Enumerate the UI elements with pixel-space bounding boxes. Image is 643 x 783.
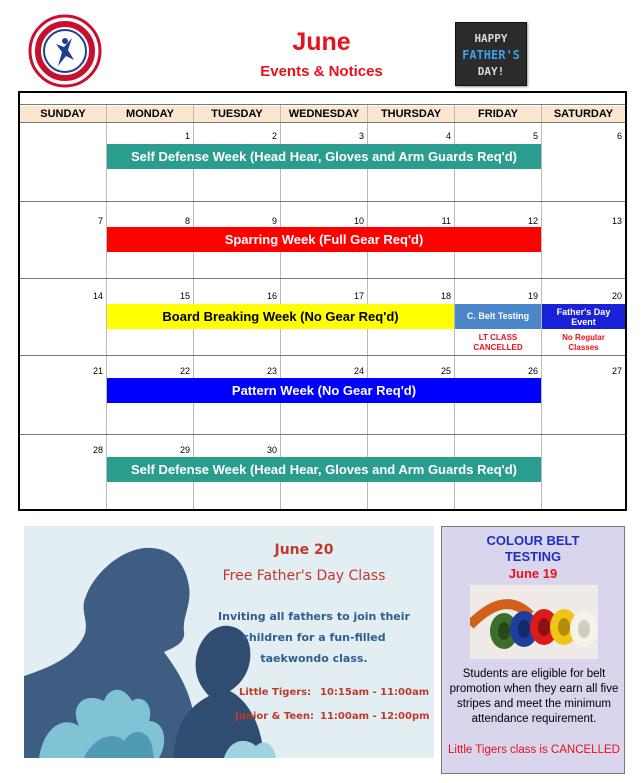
- day-header-tuesday: TUESDAY: [194, 106, 280, 122]
- day-number: 16: [266, 291, 277, 301]
- day-number: 30: [266, 445, 277, 455]
- day-number: 28: [92, 445, 103, 455]
- day-number: 6: [616, 131, 622, 141]
- note-line-1: No Regular: [562, 333, 605, 342]
- page-subtitle: Events & Notices: [260, 63, 383, 80]
- day-number: 26: [527, 366, 538, 376]
- day-number: 29: [179, 445, 190, 455]
- grid-line: [20, 434, 625, 435]
- promo-body: [199, 606, 429, 669]
- schedule-time-junior-teen: 11:00am - 12:00pm: [320, 711, 430, 722]
- day-number: 8: [184, 216, 190, 226]
- promo-body-line: taekwondo class.: [260, 652, 368, 665]
- event-pattern-week: Pattern Week (No Gear Req'd): [107, 378, 541, 403]
- grid-line: [20, 278, 625, 279]
- day-number: 3: [358, 131, 364, 141]
- belt-panel-cancel-note: Little Tigers class is CANCELLED: [448, 744, 620, 756]
- day-number: 22: [179, 366, 190, 376]
- grid-line: [20, 201, 625, 202]
- fathers-day-line-1: Father's Day: [556, 307, 611, 317]
- day-number: 13: [611, 216, 622, 226]
- day-header-saturday: SATURDAY: [542, 106, 625, 122]
- schedule-label-little-tigers: Little Tigers:: [239, 687, 312, 698]
- day-number: 23: [266, 366, 277, 376]
- day-number: 9: [271, 216, 277, 226]
- event-fathers-day: [542, 304, 625, 329]
- event-belt-testing: C. Belt Testing: [455, 304, 541, 329]
- day-number: 24: [353, 366, 364, 376]
- promo-date: June 20: [274, 542, 334, 558]
- note-line-2: CANCELLED: [473, 343, 523, 352]
- fathers-day-class-promo: [24, 526, 434, 758]
- day-number: 1: [184, 131, 190, 141]
- badge-line-3: DAY!: [477, 65, 505, 78]
- belt-panel-title-1: COLOUR BELT: [486, 533, 580, 548]
- schedule-label-junior-teen: Junior & Teen:: [235, 711, 315, 722]
- calendar-top-strip: [20, 93, 625, 105]
- day-number: 20: [611, 291, 622, 301]
- no-regular-classes-note: [542, 333, 625, 353]
- day-number: 17: [353, 291, 364, 301]
- day-number: 10: [353, 216, 364, 226]
- day-number: 18: [440, 291, 451, 301]
- day-number: 19: [527, 291, 538, 301]
- day-number: 25: [440, 366, 451, 376]
- lt-class-cancelled-note: [455, 333, 541, 353]
- day-header-sunday: SUNDAY: [20, 106, 106, 122]
- day-header-thursday: THURSDAY: [368, 106, 454, 122]
- promo-body-line: Inviting all fathers to join their: [218, 610, 410, 623]
- page-title: June: [292, 28, 351, 56]
- grid-line: [20, 355, 625, 356]
- belt-panel-body: Students are eligible for belt promotion when they earn all five stripes and meet the minimum attendance requirement.: [449, 668, 619, 725]
- day-number: 14: [92, 291, 103, 301]
- belt-panel-date: June 19: [508, 566, 558, 581]
- event-sparring-week: Sparring Week (Full Gear Req'd): [107, 227, 541, 252]
- day-number: 12: [527, 216, 538, 226]
- belt-panel-title-2: TESTING: [504, 549, 562, 564]
- day-number: 7: [97, 216, 103, 226]
- fathers-day-badge: [455, 22, 527, 86]
- day-number: 11: [441, 216, 451, 226]
- event-self-defense-week-2: Self Defense Week (Head Hear, Gloves and Arm Guards Req'd): [107, 457, 541, 482]
- note-line-1: LT CLASS: [478, 333, 518, 342]
- schedule-time-little-tigers: 10:15am - 11:00am: [320, 687, 430, 698]
- event-self-defense-week: Self Defense Week (Head Hear, Gloves and Arm Guards Req'd): [107, 144, 541, 169]
- day-number: 27: [611, 366, 622, 376]
- day-header-friday: FRIDAY: [455, 106, 541, 122]
- badge-line-1: HAPPY: [474, 32, 508, 45]
- day-number: 5: [532, 131, 538, 141]
- colour-belt-testing-panel: [441, 526, 625, 774]
- day-number: 2: [271, 131, 277, 141]
- note-line-2: Classes: [568, 343, 599, 352]
- fathers-day-line-2: Event: [571, 317, 596, 327]
- rolled-belts-image: [470, 585, 598, 659]
- day-number: 21: [92, 366, 103, 376]
- day-number: 15: [179, 291, 190, 301]
- promo-title: Free Father's Day Class: [222, 568, 386, 584]
- promo-body-line: children for a fun-filled: [242, 631, 386, 644]
- badge-line-2: FATHER'S: [462, 48, 520, 62]
- event-board-breaking-week: Board Breaking Week (No Gear Req'd): [107, 304, 454, 329]
- day-number: 4: [445, 131, 451, 141]
- grid-line: [20, 122, 625, 123]
- day-header-monday: MONDAY: [107, 106, 193, 122]
- calendar-grid: [18, 91, 627, 511]
- day-header-wednesday: WEDNESDAY: [281, 106, 367, 122]
